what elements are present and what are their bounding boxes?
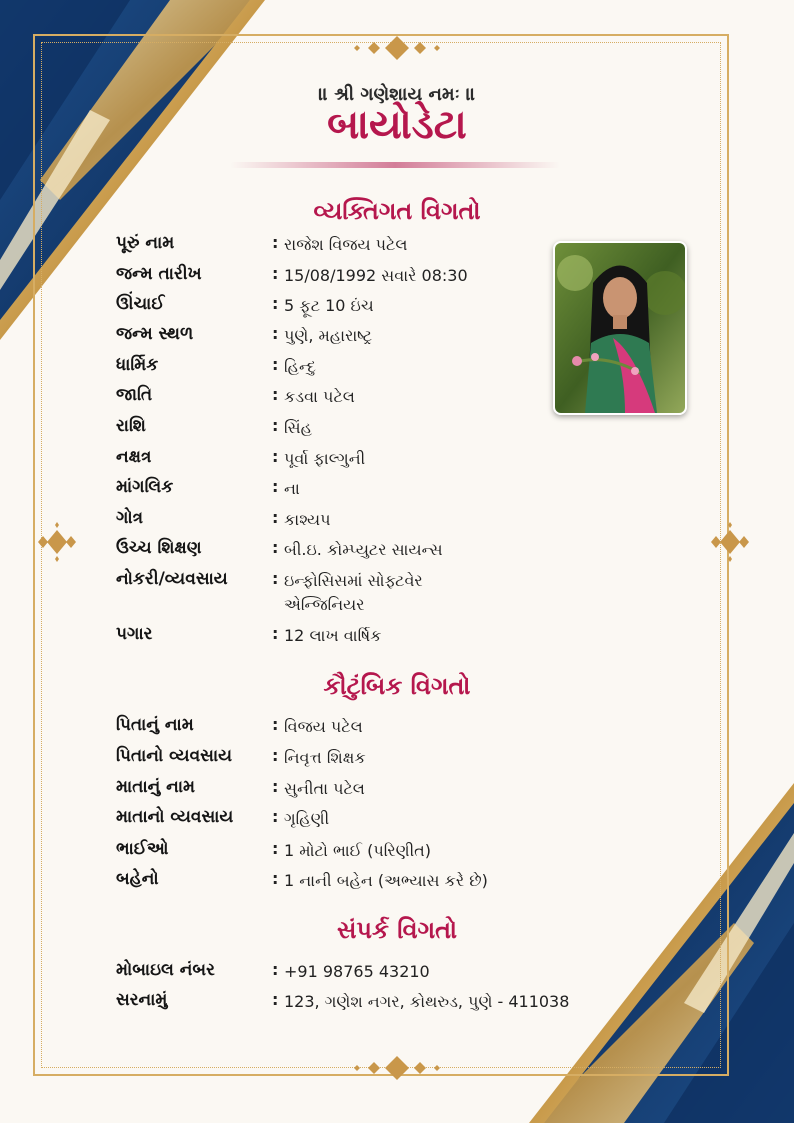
detail-colon: : [272, 264, 279, 283]
detail-value: કાશ્યપ [284, 510, 331, 529]
profile-photo [553, 241, 687, 415]
detail-colon: : [272, 447, 279, 466]
detail-colon: : [272, 746, 279, 765]
detail-label: માતાનો વ્યવસાય [116, 807, 234, 827]
detail-label: ઊંચાઈ [116, 294, 165, 314]
detail-colon: : [272, 777, 279, 796]
detail-row [116, 447, 586, 473]
detail-label: નોકરી/વ્યવસાય [116, 569, 228, 589]
detail-value: સિંહ [284, 418, 312, 437]
detail-value: સુનીતા પટેલ [284, 779, 365, 798]
detail-colon: : [272, 355, 279, 374]
detail-label: ધાર્મિક [116, 355, 159, 375]
detail-label: સરનામું [116, 990, 168, 1010]
detail-value: ઇન્ફોસિસમાં સોફ્ટવેર એન્જિનિયર [284, 571, 423, 614]
detail-label: પિતાનો વ્યવસાય [116, 746, 233, 766]
detail-label: માંગલિક [116, 477, 174, 497]
detail-row [116, 355, 586, 381]
invocation-text: ॥ શ્રી ગણેશાય નમઃ ॥ [318, 84, 476, 105]
personal-details-heading: વ્યક્તિગત વિગતો [313, 197, 481, 225]
detail-label: જાતિ [116, 385, 153, 405]
detail-row [116, 960, 586, 986]
detail-value: 15/08/1992 સવારે 08:30 [284, 266, 468, 285]
detail-value: +91 98765 43210 [284, 962, 430, 981]
detail-row [116, 807, 586, 833]
detail-value: 12 લાખ વાર્ષિક [284, 626, 382, 645]
detail-colon: : [272, 416, 279, 435]
detail-label: ભાઈઓ [116, 839, 169, 859]
detail-value: હિન્દુ [284, 357, 316, 376]
detail-row [116, 477, 586, 503]
detail-label: પૂરું નામ [116, 233, 175, 253]
detail-label: રાશિ [116, 416, 146, 436]
detail-row [116, 715, 586, 741]
page-title: બાયોડેટા [327, 102, 467, 148]
detail-value: નિવૃત્ત શિક્ષક [284, 748, 366, 767]
title-underline [230, 162, 560, 168]
profile-photo-image [555, 243, 685, 413]
detail-row [116, 416, 586, 442]
diamond-ornament-icon [710, 522, 750, 562]
detail-row [116, 869, 586, 895]
detail-colon: : [272, 715, 279, 734]
detail-colon: : [272, 960, 279, 979]
detail-colon: : [272, 869, 279, 888]
diamond-ornament-icon [347, 35, 447, 61]
detail-colon: : [272, 508, 279, 527]
detail-value: બી.ઇ. કોમ્પ્યુટર સાયન્સ [284, 540, 443, 559]
detail-row [116, 569, 586, 619]
detail-value: ગૃહિણી [284, 809, 330, 828]
detail-colon: : [272, 477, 279, 496]
detail-row [116, 777, 586, 803]
detail-colon: : [272, 839, 279, 858]
detail-label: માતાનું નામ [116, 777, 196, 797]
detail-label: બહેનો [116, 869, 159, 889]
detail-value: રાજેશ વિજય પટેલ [284, 235, 408, 254]
detail-row [116, 385, 586, 411]
detail-label: પગાર [116, 624, 153, 644]
detail-colon: : [272, 569, 279, 588]
detail-value: ના [284, 479, 300, 498]
contact-details-heading: સંપર્ક વિગતો [336, 916, 458, 944]
detail-label: નક્ષત્ર [116, 447, 152, 467]
detail-value: 1 નાની બહેન (અભ્યાસ કરે છે) [284, 871, 488, 890]
detail-row [116, 264, 586, 290]
detail-row [116, 233, 586, 259]
detail-row [116, 746, 586, 772]
detail-label: મોબાઇલ નંબર [116, 960, 215, 980]
detail-label: ગોત્ર [116, 508, 144, 528]
detail-colon: : [272, 624, 279, 643]
detail-label: જન્મ સ્થળ [116, 324, 194, 344]
detail-value: 123, ગણેશ નગર, કોથરુડ, પુણે - 411038 [284, 992, 570, 1011]
detail-colon: : [272, 324, 279, 343]
diamond-ornament-icon [37, 522, 77, 562]
detail-value: કડવા પટેલ [284, 387, 355, 406]
detail-colon: : [272, 233, 279, 252]
detail-value: 1 મોટો ભાઈ (પરિણીત) [284, 841, 432, 860]
family-details-heading: કૌટુંબિક વિગતો [323, 672, 471, 700]
detail-value: પુણે, મહારાષ્ટ્ર [284, 326, 373, 345]
detail-colon: : [272, 990, 279, 1009]
detail-row [116, 839, 586, 865]
detail-value: પૂર્વા ફાલ્ગુની [284, 449, 366, 468]
detail-row [116, 508, 586, 534]
detail-row [116, 538, 586, 564]
detail-row [116, 294, 586, 320]
detail-value: વિજય પટેલ [284, 717, 363, 736]
detail-row [116, 990, 586, 1016]
detail-colon: : [272, 385, 279, 404]
detail-value: 5 ફૂટ 10 ઇંચ [284, 296, 374, 315]
detail-label: પિતાનું નામ [116, 715, 194, 735]
detail-label: જન્મ તારીખ [116, 264, 202, 284]
detail-colon: : [272, 538, 279, 557]
detail-colon: : [272, 294, 279, 313]
detail-row [116, 624, 586, 650]
detail-colon: : [272, 807, 279, 826]
detail-row [116, 324, 586, 350]
detail-label: ઉચ્ચ શિક્ષણ [116, 538, 202, 558]
diamond-ornament-icon [347, 1055, 447, 1081]
